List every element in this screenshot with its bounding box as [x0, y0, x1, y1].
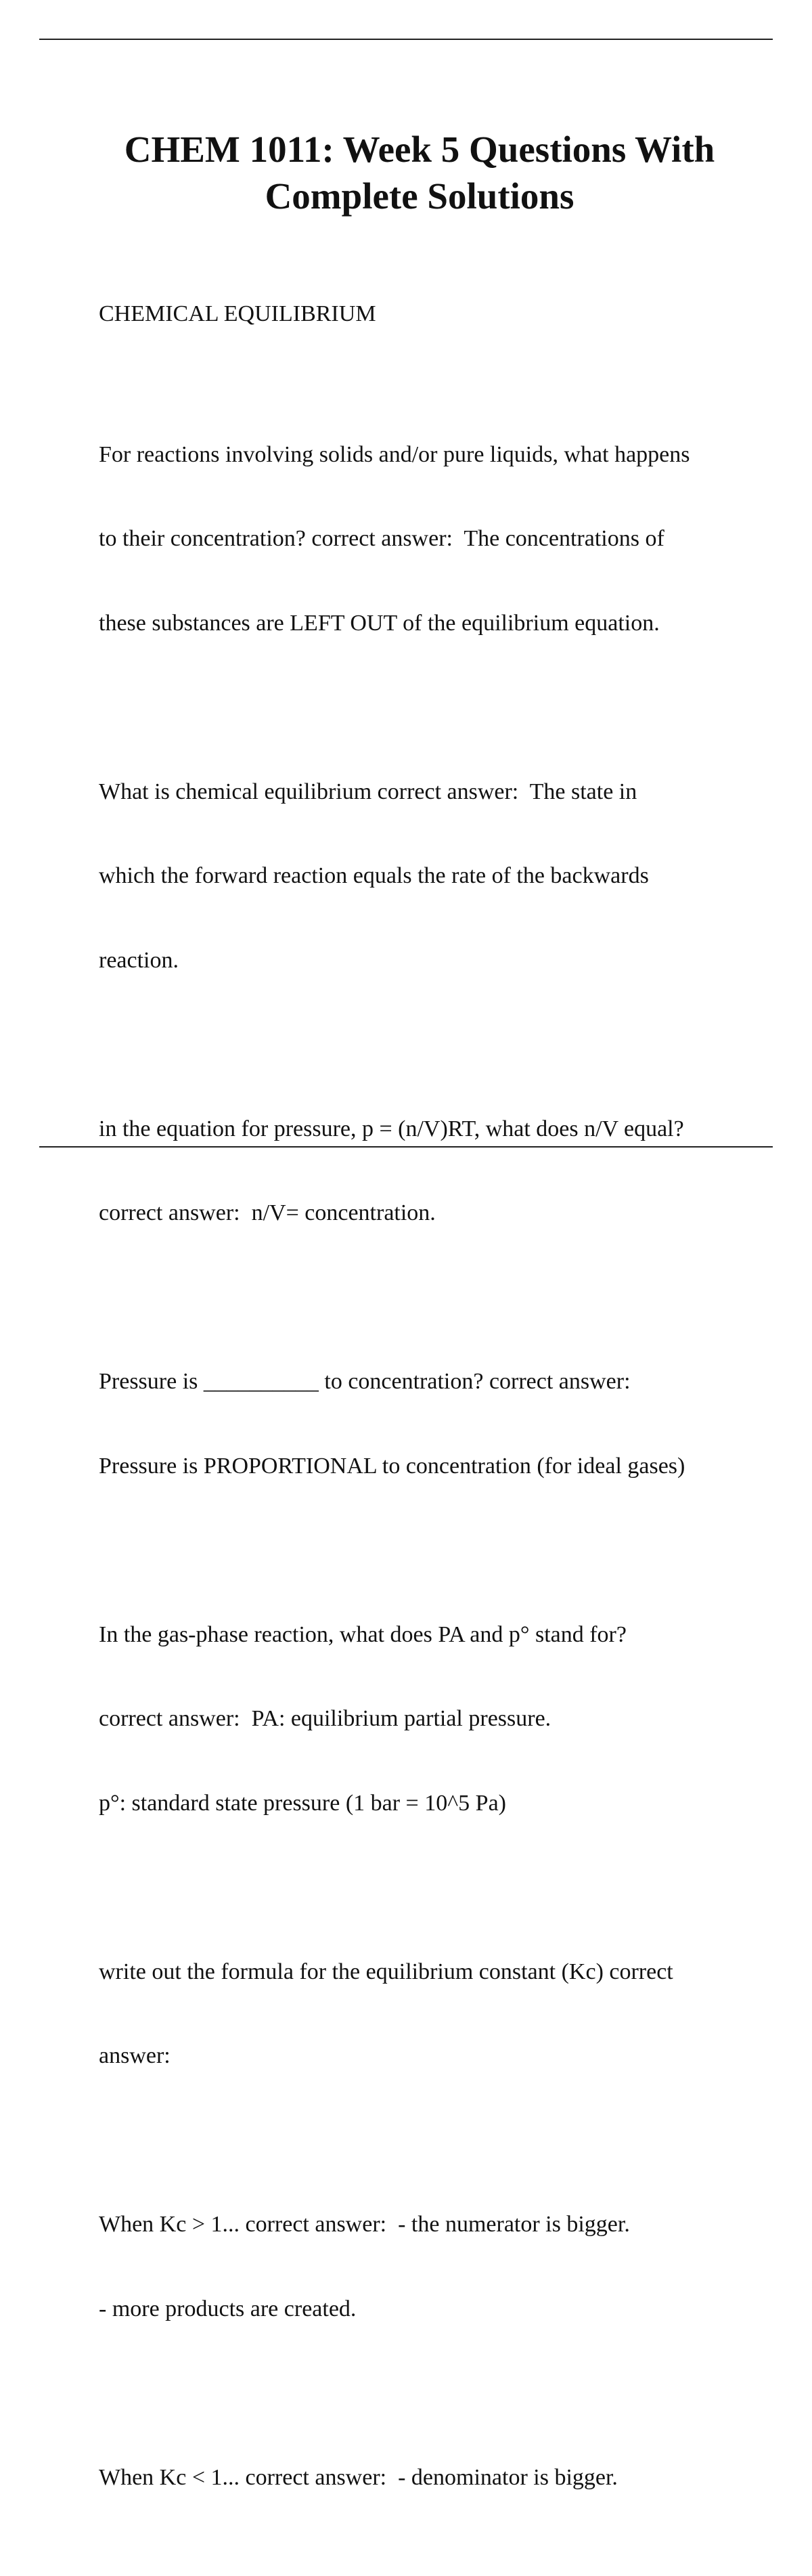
title-line-2: Complete Solutions	[265, 175, 574, 217]
page-title	[68, 126, 771, 219]
document-body	[99, 244, 775, 2576]
qa-block-7	[99, 2154, 775, 2379]
text-line: For reactions involving solids and/or pure liquids, what happens	[99, 441, 690, 467]
qa-block-6	[99, 1902, 775, 2126]
text-line: these substances are LEFT OUT of the equilibrium equation.	[99, 610, 660, 636]
text-line: Pressure is __________ to concentration? correct answer:	[99, 1369, 631, 1394]
text-line: When Kc < 1... correct answer: - denominator is bigger.	[99, 2464, 618, 2490]
qa-block-8	[99, 2407, 775, 2548]
text-line: which the forward reaction equals the rate of the backwards	[99, 863, 649, 888]
text-line: correct answer: n/V= concentration.	[99, 1200, 436, 1225]
text-line: In the gas-phase reaction, what does PA and p° stand for?	[99, 1621, 627, 1647]
text-line: in the equation for pressure, p = (n/V)RT, what does n/V equal?	[99, 1116, 684, 1141]
qa-block-2	[99, 722, 775, 1031]
qa-block-4	[99, 1311, 775, 1536]
text-line: What is chemical equilibrium correct answer: The state in	[99, 779, 637, 804]
qa-block-3	[99, 1059, 775, 1284]
qa-block-1	[99, 385, 775, 694]
top-divider	[39, 39, 773, 40]
text-line: p°: standard state pressure (1 bar = 10^5 Pa)	[99, 1790, 507, 1816]
bottom-divider	[39, 1146, 773, 1148]
section-heading: CHEMICAL EQUILIBRIUM	[99, 301, 376, 326]
text-line: When Kc > 1... correct answer: - the numerator is bigger.	[99, 2212, 630, 2237]
text-line: write out the formula for the equilibrium constant (Kc) correct	[99, 1959, 673, 1984]
text-line: to their concentration? correct answer: The concentrations of	[99, 526, 664, 551]
text-line: correct answer: PA: equilibrium partial pressure.	[99, 1706, 551, 1731]
text-line: answer:	[99, 2043, 171, 2068]
title-line-1: CHEM 1011: Week 5 Questions With	[124, 129, 715, 170]
text-line: - more products are created.	[99, 2296, 357, 2321]
qa-block-5	[99, 1565, 775, 1874]
text-line: Pressure is PROPORTIONAL to concentration (for ideal gases)	[99, 1453, 685, 1479]
text-line: reaction.	[99, 947, 179, 973]
